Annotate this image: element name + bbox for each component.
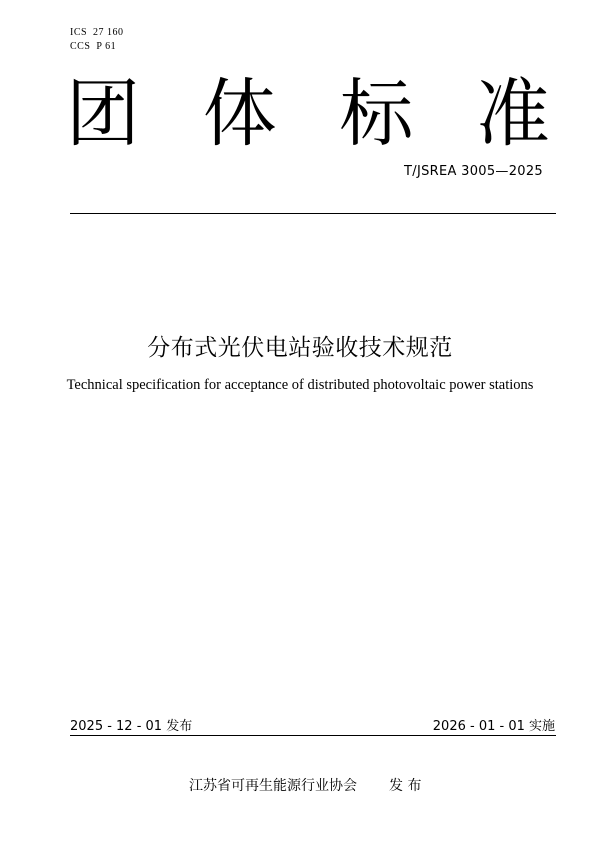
document-title-en: Technical specification for acceptance of distributed photovoltaic power stations xyxy=(66,377,534,393)
issuer-action: 发 布 xyxy=(389,778,422,794)
title-char-4: 准 xyxy=(475,71,550,157)
implementation-date: 2026 - 01 - 01 实施 xyxy=(432,719,555,734)
ics-code: ICS 27 160 xyxy=(70,27,124,38)
standard-number: T/JSREA 3005—2025 xyxy=(404,164,543,179)
title-char-3: 标 xyxy=(339,71,414,157)
issuer-line xyxy=(189,775,421,795)
document-title-cn: 分布式光伏电站验收技术规范 xyxy=(147,335,453,361)
bottom-divider xyxy=(70,735,556,736)
classification-codes xyxy=(70,26,124,54)
title-char-2: 体 xyxy=(202,71,277,157)
issuer-name: 江苏省可再生能源行业协会 xyxy=(189,778,357,794)
ccs-code: CCS P 61 xyxy=(70,41,117,52)
top-divider xyxy=(70,213,556,214)
title-char-1: 团 xyxy=(66,71,140,157)
publish-date: 2025 - 12 - 01 发布 xyxy=(70,719,193,734)
standard-type-title xyxy=(66,72,550,156)
